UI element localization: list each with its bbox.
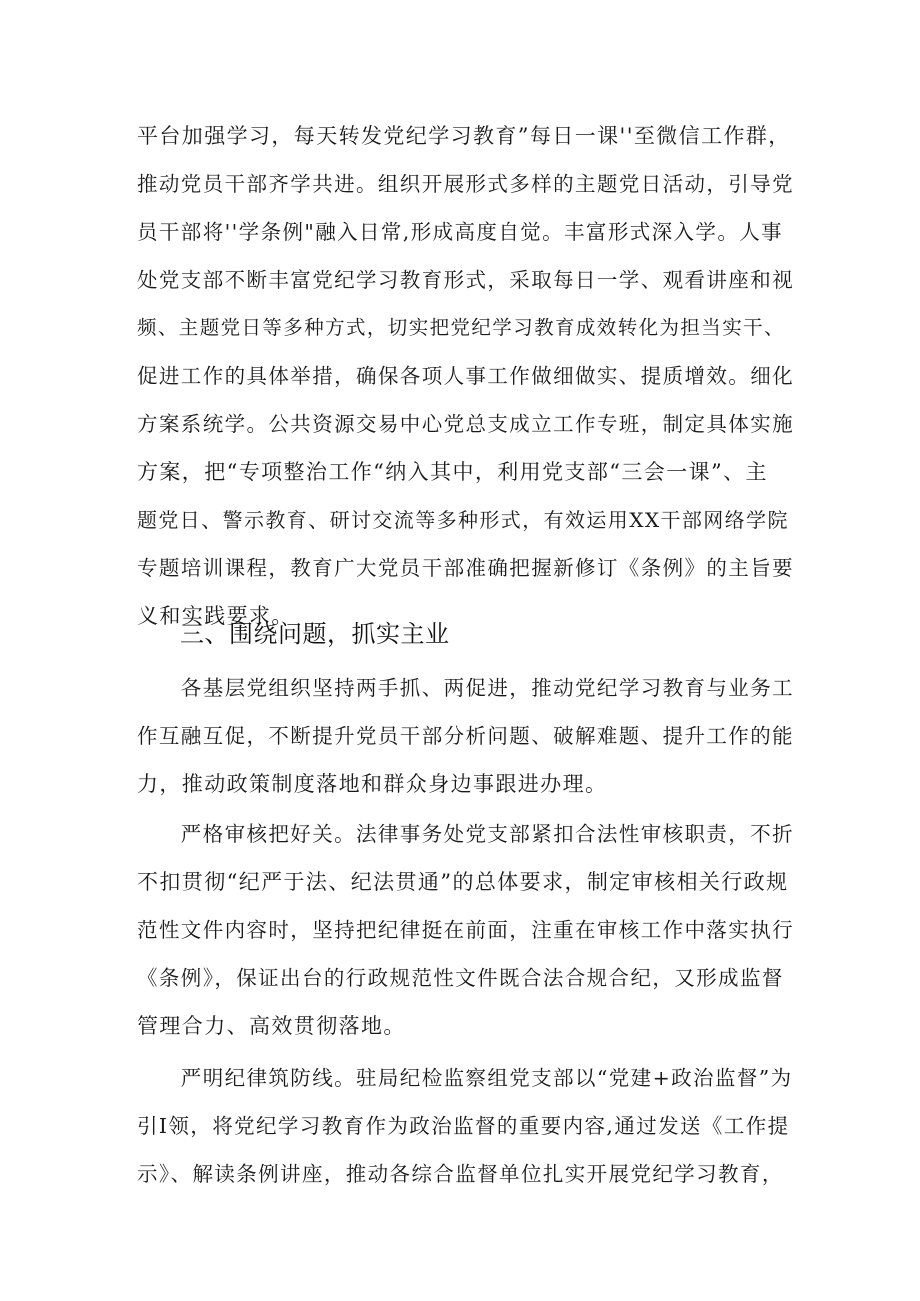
text-line: 力，推动政策制度落地和群众身边事跟进办理。	[137, 772, 608, 796]
text-line: 推动党员干部齐学共进。组织开展形式多样的主题党日活动，引导党	[137, 172, 794, 196]
text-line: 管理合力、高效贯彻落地。	[137, 1014, 406, 1038]
text-line: 各基层党组织坚持两手抓、两促进，推动党纪学习教育与业务工	[137, 676, 794, 700]
text-line: 方案系统学。公共资源交易中心党总支成立工作专班，制定具体实施	[137, 412, 794, 436]
text-line: 严格审核把好关。法律事务处党支部紧扣合法性审核职责，不折	[137, 822, 794, 846]
text-line: 严明纪律筑防线。驻局纪检监察组党支部以“党建+政治监督”为	[137, 1066, 793, 1090]
text-line: 专题培训课程，教育广大党员干部准确把握新修订《条例》的主旨要	[137, 556, 794, 580]
text-line: 范性文件内容时，坚持把纪律挺在前面，注重在审核工作中落实执行	[137, 918, 794, 942]
text-line: 处党支部不断丰富党纪学习教育形式，采取每日一学、观看讲座和视	[137, 268, 794, 292]
text-line: 平台加强学习，每天转发党纪学习教育”每日一课''至微信工作群，	[137, 124, 791, 148]
text-line: 促进工作的具体举措，确保各项人事工作做细做实、提质增效。细化	[137, 364, 794, 388]
paragraph-study-forms	[137, 112, 797, 640]
section-heading: 三、围绕问题，抓实主业	[180, 620, 450, 648]
text-line: 《条例》，保证出台的行政规范性文件既合法合规合纪，又形成监督	[137, 966, 784, 990]
text-line: 频、主题党日等多种方式，切实把党纪学习教育成效转化为担当实干、	[137, 316, 785, 339]
text-line: 不扣贯彻“纪严于法、纪法贯通”的总体要求，制定审核相关行政规	[137, 870, 789, 894]
text-line: 引I领，将党纪学习教育作为政治监督的重要内容,通过发送《工作提	[137, 1114, 790, 1138]
text-line: 作互融互促，不断提升党员干部分析问题、破解难题、提升工作的能	[137, 724, 794, 748]
text-line: 方案，把“专项整治工作“纳入其中，利用党支部“三会一课”、主	[137, 460, 768, 484]
text-line: 示》、解读条例讲座，推动各综合监督单位扎实开展党纪学习教育，	[137, 1162, 784, 1186]
paragraph-discipline	[137, 1054, 797, 1198]
text-line: 义和实践要求。	[137, 604, 294, 628]
paragraph-intro	[137, 664, 797, 808]
text-line: 题党日、警示教育、研讨交流等多种形式，有效运用XX干部网络学院	[137, 508, 789, 532]
text-line: 员干部将''学条例"融入日常,形成高度自觉。丰富形式深入学。人事	[137, 220, 784, 244]
paragraph-review	[137, 810, 797, 1050]
